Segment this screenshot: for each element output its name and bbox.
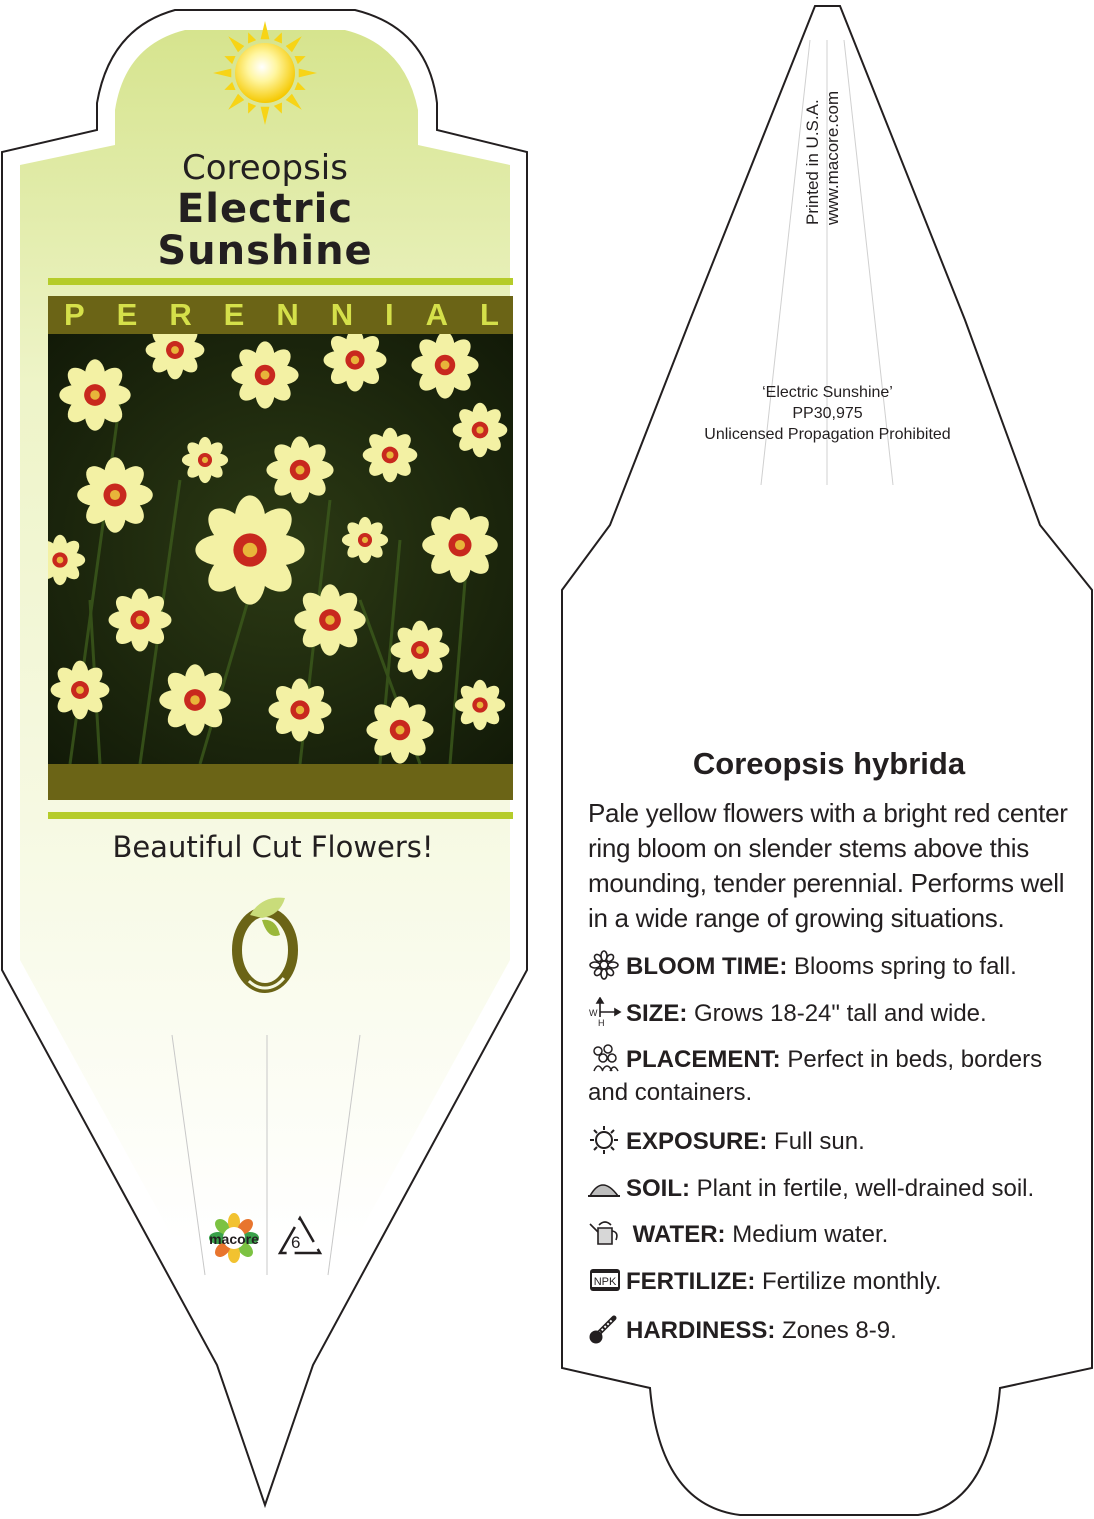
care-text: Grows 18-24" tall and wide. bbox=[694, 1000, 987, 1027]
photo-flower bbox=[51, 661, 110, 720]
plant-title bbox=[60, 148, 470, 272]
cultivar-quote: ‘Electric Sunshine’ bbox=[762, 384, 893, 401]
tagline: Beautiful Cut Flowers! bbox=[112, 830, 434, 864]
photo-flower bbox=[77, 457, 153, 533]
photo-flower bbox=[366, 696, 433, 763]
svg-text:W: W bbox=[589, 1008, 598, 1018]
care-placement bbox=[588, 1043, 1058, 1109]
photo-flower bbox=[324, 329, 387, 392]
care-text: Perfect in beds, borders and containers. bbox=[588, 1046, 1043, 1106]
care-text: Medium water. bbox=[732, 1221, 889, 1248]
size-arrows-icon bbox=[588, 997, 622, 1027]
category-letter: A bbox=[425, 297, 449, 332]
flower-photo bbox=[35, 321, 513, 764]
photo-flower bbox=[231, 341, 298, 408]
photo-flower bbox=[411, 331, 478, 398]
cultivar-name-line1: Electric bbox=[176, 186, 354, 232]
care-water bbox=[588, 1218, 1058, 1251]
care-text: Zones 8-9. bbox=[782, 1317, 897, 1344]
photo-flower bbox=[182, 437, 228, 483]
category-letter: I bbox=[385, 297, 394, 332]
photo-flower bbox=[453, 403, 508, 458]
photo-flower bbox=[195, 495, 304, 604]
care-text: Plant in fertile, well-drained soil. bbox=[696, 1175, 1035, 1202]
care-hardiness bbox=[588, 1314, 1058, 1347]
care-label: SOIL: bbox=[626, 1175, 690, 1202]
photo-flower bbox=[342, 517, 388, 563]
care-text: Blooms spring to fall. bbox=[793, 953, 1017, 980]
stripe-bottom bbox=[48, 812, 513, 819]
sun-logo-icon bbox=[213, 21, 317, 125]
care-text: Full sun. bbox=[774, 1128, 865, 1155]
photo-flower bbox=[294, 584, 365, 655]
printed-country: Printed in U.S.A. bbox=[803, 99, 822, 225]
photo-flower bbox=[422, 507, 498, 583]
category-letter: R bbox=[169, 297, 192, 332]
care-bloom-time bbox=[588, 950, 1058, 983]
photo-flower bbox=[269, 679, 332, 742]
cultivar-name-line2: Sunshine bbox=[157, 228, 373, 274]
photo-flower bbox=[455, 680, 505, 730]
svg-text:H: H bbox=[598, 1018, 605, 1027]
patent-block bbox=[660, 382, 995, 445]
category-band bbox=[48, 296, 513, 334]
care-label: SIZE: bbox=[626, 1000, 688, 1027]
care-fertilize bbox=[588, 1265, 1058, 1298]
macore-logo-icon bbox=[209, 1213, 259, 1263]
care-label: BLOOM TIME: bbox=[626, 953, 788, 980]
stripe-top bbox=[48, 278, 513, 285]
flower-icon bbox=[588, 950, 622, 980]
watering-can-icon bbox=[588, 1218, 622, 1248]
photo-flower bbox=[391, 621, 450, 680]
care-text: Fertilize monthly. bbox=[762, 1268, 942, 1295]
care-label: FERTILIZE: bbox=[626, 1268, 756, 1295]
sun-icon bbox=[588, 1125, 622, 1155]
printed-in bbox=[803, 91, 843, 225]
species-name: Coreopsis hybrida bbox=[692, 746, 966, 781]
patent-number: PP30,975 bbox=[792, 405, 863, 422]
care-label: PLACEMENT: bbox=[626, 1046, 781, 1073]
photo-flower bbox=[266, 436, 333, 503]
photo-flower bbox=[363, 428, 418, 483]
care-label: WATER: bbox=[632, 1221, 726, 1248]
care-label: HARDINESS: bbox=[626, 1317, 776, 1344]
svg-text:NPK: NPK bbox=[593, 1276, 617, 1288]
plant-description: Pale yellow flowers with a bright red center ring bloom on slender stems above this mounding, tender perennial. Performs well in a wide range of growing situations. bbox=[588, 798, 1068, 933]
soil-pile-icon bbox=[588, 1172, 622, 1202]
plant-cluster-icon bbox=[588, 1043, 622, 1073]
svg-text:macore: macore bbox=[209, 1231, 259, 1247]
thermometer-icon bbox=[588, 1314, 622, 1344]
category-letter: E bbox=[223, 297, 245, 332]
care-size bbox=[588, 997, 1058, 1030]
recycle-code: 6 bbox=[291, 1233, 301, 1252]
care-exposure bbox=[588, 1125, 1058, 1158]
photo-flower bbox=[159, 664, 230, 735]
photo-flower bbox=[59, 359, 130, 430]
category-letter: E bbox=[116, 297, 138, 332]
category-letter: N bbox=[276, 297, 299, 332]
genus-name: Coreopsis bbox=[182, 148, 348, 188]
care-soil bbox=[588, 1172, 1058, 1205]
photo-bottom-band bbox=[48, 764, 513, 800]
photo-flower bbox=[109, 589, 172, 652]
propagation-notice: Unlicensed Propagation Prohibited bbox=[704, 426, 951, 443]
care-label: EXPOSURE: bbox=[626, 1128, 768, 1155]
website: www.macore.com bbox=[823, 90, 842, 225]
category-letter: N bbox=[330, 297, 354, 332]
category-letter: L bbox=[480, 297, 499, 332]
category-letter: P bbox=[64, 297, 85, 332]
npk-icon bbox=[588, 1265, 622, 1295]
